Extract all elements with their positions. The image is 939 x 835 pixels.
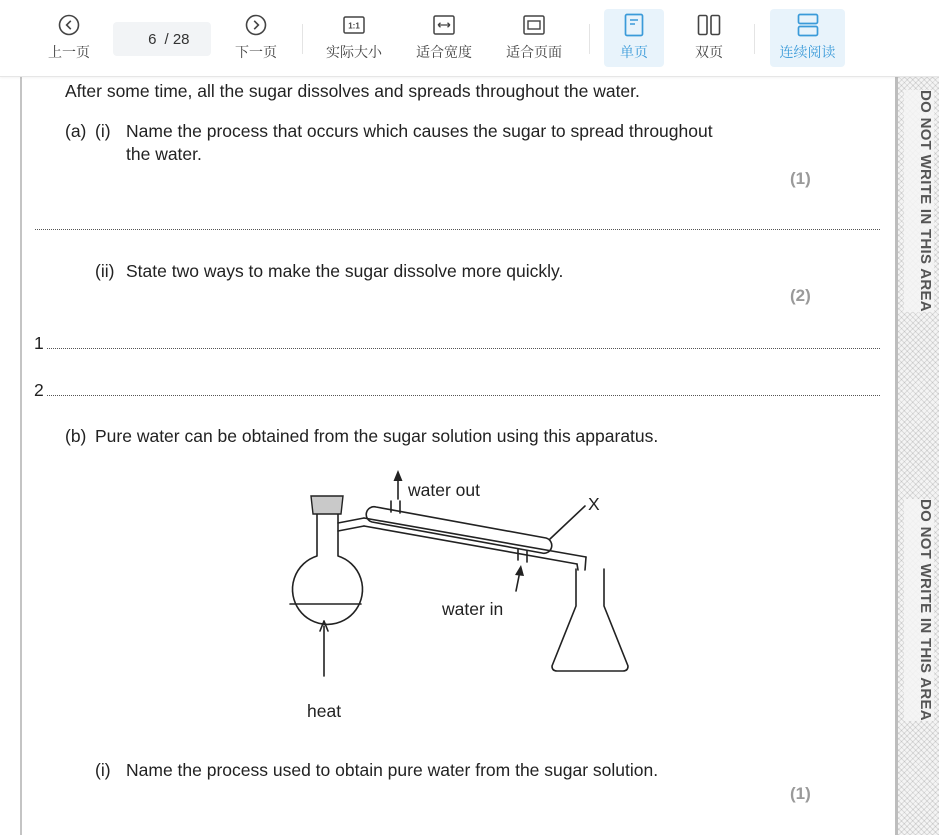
question-b-i-number: (i) (95, 760, 111, 780)
answer-2-number: 2 (34, 380, 44, 400)
label-heat: heat (307, 701, 342, 721)
fit-page-label: 适合页面 (506, 44, 562, 60)
side-arm-lower (338, 526, 364, 531)
actual-size-label: 实际大小 (326, 44, 382, 60)
question-a-ii-mark: (2) (790, 286, 811, 305)
continuous-reading-icon (796, 13, 820, 37)
fit-page-icon (522, 13, 546, 37)
single-page-button[interactable] (604, 9, 664, 67)
answer-2-line[interactable] (47, 395, 880, 396)
actual-size-button[interactable] (322, 9, 386, 67)
question-b-i-text: Name the process used to obtain pure water from the sugar solution. (126, 760, 659, 780)
conical-flask (552, 569, 628, 671)
question-a-label: (a) (65, 121, 87, 141)
chevron-left-circle-icon (57, 13, 81, 37)
toolbar-divider (754, 24, 755, 54)
single-page-label: 单页 (620, 44, 648, 60)
intro-text: After some time, all the sugar dissolves and spreads throughout the water. (65, 81, 640, 101)
question-a-i-number: (i) (95, 121, 111, 141)
next-page-button[interactable] (231, 9, 281, 67)
next-page-label: 下一页 (235, 44, 277, 60)
answer-1-number: 1 (34, 333, 44, 353)
toolbar-divider (302, 24, 303, 54)
apparatus-drawing (280, 466, 640, 726)
question-b-i-mark: (1) (790, 784, 811, 803)
single-page-icon (622, 13, 646, 37)
margin-note-bottom: DO NOT WRITE IN THIS AREA (904, 499, 934, 721)
question-a-ii-text: State two ways to make the sugar dissolve more quickly. (126, 261, 564, 281)
water-out-arrow-head (394, 470, 403, 481)
question-a-i-line1: Name the process that occurs which causes the sugar to spread throughout (126, 121, 713, 141)
question-a-i-line2: the water. (126, 144, 202, 164)
continuous-reading-label: 连续阅读 (779, 44, 836, 60)
double-page-button[interactable] (680, 9, 738, 67)
label-water-out: water out (408, 480, 480, 500)
page-number-input[interactable] (134, 31, 156, 48)
stopper (311, 496, 343, 514)
inner-tube-lower (364, 526, 577, 564)
question-b-label: (b) (65, 426, 87, 446)
inner-tube-tip (577, 557, 586, 570)
water-in-arrow-head (515, 565, 524, 576)
question-a-ii-number: (ii) (95, 261, 115, 281)
label-x: X (588, 494, 600, 514)
prev-page-button[interactable] (44, 9, 94, 67)
fit-width-icon (432, 13, 456, 37)
question-a-i-mark: (1) (790, 169, 811, 188)
distillation-diagram (280, 466, 640, 726)
fit-width-label: 适合宽度 (416, 44, 472, 60)
viewer-toolbar (0, 0, 939, 77)
total-pages: / 28 (164, 30, 190, 48)
continuous-reading-button[interactable] (770, 9, 845, 67)
double-page-icon (697, 13, 721, 37)
document-viewport[interactable] (0, 76, 939, 835)
double-page-label: 双页 (695, 44, 723, 60)
fit-page-button[interactable] (502, 9, 566, 67)
page-left-edge (20, 76, 22, 835)
toolbar-divider (589, 24, 590, 54)
flask-outline (293, 514, 363, 624)
page-indicator (113, 22, 211, 56)
x-pointer (550, 506, 585, 539)
label-water-in: water in (442, 599, 504, 619)
chevron-right-circle-icon (244, 13, 268, 37)
actual-size-icon (342, 13, 366, 37)
prev-page-label: 上一页 (48, 44, 90, 60)
question-b-text: Pure water can be obtained from the sugar solution using this apparatus. (95, 426, 659, 446)
side-arm-upper (338, 518, 364, 523)
actual-size-icon-text: 1:1 (348, 21, 360, 31)
fit-width-button[interactable] (412, 9, 476, 67)
answer-1-line[interactable] (47, 348, 880, 349)
answer-line[interactable] (35, 229, 880, 230)
margin-note-top: DO NOT WRITE IN THIS AREA (904, 90, 934, 312)
